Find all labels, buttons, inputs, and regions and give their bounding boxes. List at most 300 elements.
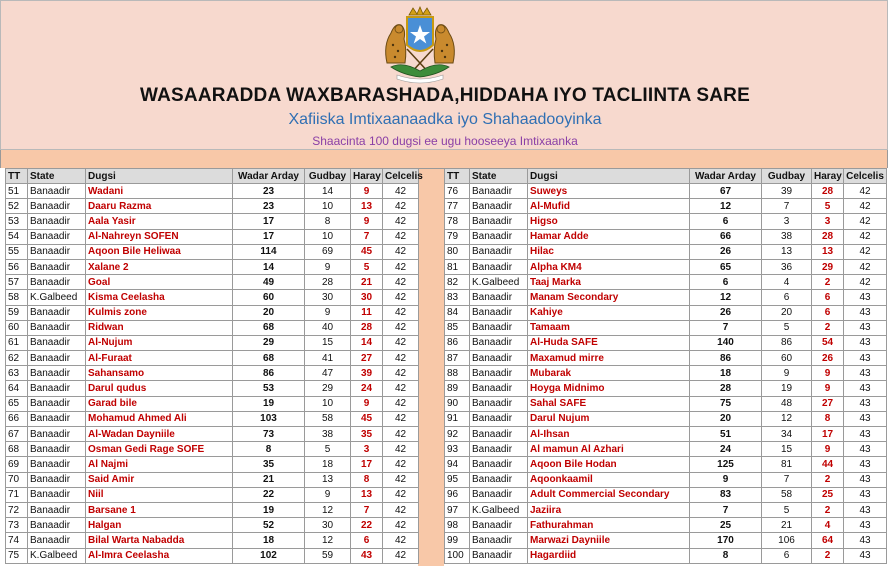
cell-haray: 6: [812, 290, 844, 305]
cell-state: Banaadir: [470, 335, 528, 350]
cell-gudbay: 13: [305, 472, 351, 487]
col-header-gudbay: Gudbay: [762, 169, 812, 184]
cell-wadar-arday: 23: [233, 199, 305, 214]
office-subtitle: Xafiiska Imtixaanaadka iyo Shahaadooyinka: [288, 111, 602, 128]
cell-celcelis: 42: [383, 305, 419, 320]
cell-celcelis: 42: [844, 184, 887, 199]
cell-celcelis: 42: [383, 381, 419, 396]
cell-tt: 65: [6, 396, 28, 411]
cell-celcelis: 42: [383, 351, 419, 366]
cell-wadar-arday: 6: [690, 275, 762, 290]
cell-wadar-arday: 140: [690, 335, 762, 350]
cell-wadar-arday: 68: [233, 320, 305, 335]
cell-state: Banaadir: [470, 351, 528, 366]
cell-dugsi: Ridwan: [86, 320, 233, 335]
cell-wadar-arday: 29: [233, 335, 305, 350]
cell-tt: 57: [6, 275, 28, 290]
table-row: [6, 442, 419, 457]
cell-celcelis: 43: [844, 366, 887, 381]
cell-tt: 68: [6, 442, 28, 457]
table-row: [445, 487, 887, 502]
table-row: [6, 533, 419, 548]
col-header-dugsi: Dugsi: [86, 169, 233, 184]
cell-dugsi: Niil: [86, 487, 233, 502]
table-row: [6, 199, 419, 214]
cell-haray: 29: [812, 259, 844, 274]
cell-state: Banaadir: [28, 214, 86, 229]
cell-tt: 95: [445, 472, 470, 487]
cell-tt: 72: [6, 502, 28, 517]
cell-gudbay: 5: [762, 502, 812, 517]
table-row: [6, 427, 419, 442]
cell-wadar-arday: 102: [233, 548, 305, 563]
cell-wadar-arday: 60: [233, 290, 305, 305]
table-row: [6, 457, 419, 472]
cell-tt: 70: [6, 472, 28, 487]
cell-dugsi: Darul qudus: [86, 381, 233, 396]
cell-haray: 14: [351, 335, 383, 350]
cell-state: K.Galbeed: [28, 290, 86, 305]
cell-celcelis: 42: [383, 229, 419, 244]
cell-celcelis: 42: [383, 411, 419, 426]
cell-haray: 11: [351, 305, 383, 320]
col-header-tt: TT: [6, 169, 28, 184]
table-row: [445, 199, 887, 214]
cell-state: Banaadir: [28, 472, 86, 487]
cell-tt: 96: [445, 487, 470, 502]
cell-wadar-arday: 20: [690, 411, 762, 426]
cell-gudbay: 6: [762, 290, 812, 305]
results-table-left: [5, 168, 423, 564]
cell-state: Banaadir: [28, 305, 86, 320]
table-row: [6, 396, 419, 411]
cell-celcelis: 43: [844, 335, 887, 350]
cell-dugsi: Aala Yasir: [86, 214, 233, 229]
cell-dugsi: Al-Imra Ceelasha: [86, 548, 233, 563]
cell-celcelis: 42: [383, 275, 419, 290]
cell-gudbay: 5: [305, 442, 351, 457]
cell-wadar-arday: 19: [233, 502, 305, 517]
table-row: [445, 259, 887, 274]
cell-gudbay: 40: [305, 320, 351, 335]
cell-dugsi: Al-Furaat: [86, 351, 233, 366]
cell-gudbay: 10: [305, 229, 351, 244]
cell-celcelis: 43: [844, 396, 887, 411]
cell-dugsi: Aqoon Bile Heliwaa: [86, 244, 233, 259]
cell-dugsi: Al mamun Al Azhari: [528, 442, 690, 457]
cell-haray: 13: [351, 487, 383, 502]
cell-haray: 17: [812, 427, 844, 442]
cell-state: Banaadir: [28, 396, 86, 411]
cell-state: Banaadir: [28, 442, 86, 457]
cell-gudbay: 3: [762, 214, 812, 229]
announcement-caption: Shaacinta 100 dugsi ee ugu hooseeya Imtixaanka: [312, 134, 578, 148]
cell-haray: 30: [351, 290, 383, 305]
cell-celcelis: 42: [383, 427, 419, 442]
cell-wadar-arday: 26: [690, 244, 762, 259]
cell-dugsi: Al-Huda SAFE: [528, 335, 690, 350]
table-row: [445, 396, 887, 411]
cell-dugsi: Daaru Razma: [86, 199, 233, 214]
cell-dugsi: Marwazi Dayniile: [528, 533, 690, 548]
cell-celcelis: 42: [844, 229, 887, 244]
cell-state: Banaadir: [28, 381, 86, 396]
cell-haray: 24: [351, 381, 383, 396]
cell-tt: 54: [6, 229, 28, 244]
cell-haray: 45: [351, 411, 383, 426]
cell-dugsi: Wadani: [86, 184, 233, 199]
cell-celcelis: 43: [844, 533, 887, 548]
cell-tt: 66: [6, 411, 28, 426]
cell-dugsi: Aqoonkaamil: [528, 472, 690, 487]
cell-celcelis: 42: [383, 533, 419, 548]
cell-tt: 60: [6, 320, 28, 335]
cell-dugsi: Kulmis zone: [86, 305, 233, 320]
cell-wadar-arday: 86: [233, 366, 305, 381]
cell-dugsi: Kahiye: [528, 305, 690, 320]
col-header-gudbay: Gudbay: [305, 169, 351, 184]
cell-wadar-arday: 49: [233, 275, 305, 290]
table-row: [6, 487, 419, 502]
cell-wadar-arday: 86: [690, 351, 762, 366]
cell-dugsi: Alpha KM4: [528, 259, 690, 274]
cell-haray: 17: [351, 457, 383, 472]
cell-celcelis: 42: [383, 457, 419, 472]
table-row: [6, 335, 419, 350]
cell-haray: 13: [812, 244, 844, 259]
table-row: [6, 305, 419, 320]
cell-gudbay: 12: [305, 533, 351, 548]
results-table-right: [444, 168, 887, 564]
coat-of-arms-icon: [373, 5, 467, 85]
cell-dugsi: Sahansamo: [86, 366, 233, 381]
cell-tt: 51: [6, 184, 28, 199]
cell-haray: 9: [351, 396, 383, 411]
cell-dugsi: Hilac: [528, 244, 690, 259]
cell-tt: 78: [445, 214, 470, 229]
table-row: [6, 214, 419, 229]
cell-haray: 43: [351, 548, 383, 563]
cell-tt: 59: [6, 305, 28, 320]
cell-haray: 9: [812, 381, 844, 396]
cell-haray: 28: [812, 184, 844, 199]
cell-tt: 89: [445, 381, 470, 396]
cell-gudbay: 86: [762, 335, 812, 350]
cell-state: Banaadir: [470, 259, 528, 274]
cell-gudbay: 69: [305, 244, 351, 259]
cell-celcelis: 42: [383, 396, 419, 411]
cell-state: Banaadir: [28, 351, 86, 366]
cell-wadar-arday: 28: [690, 381, 762, 396]
cell-tt: 91: [445, 411, 470, 426]
table-row: [445, 351, 887, 366]
cell-state: Banaadir: [28, 487, 86, 502]
cell-celcelis: 42: [383, 366, 419, 381]
cell-haray: 27: [812, 396, 844, 411]
cell-haray: 25: [812, 487, 844, 502]
cell-tt: 82: [445, 275, 470, 290]
cell-celcelis: 43: [844, 548, 887, 563]
cell-dugsi: Al-Mufid: [528, 199, 690, 214]
cell-gudbay: 34: [762, 427, 812, 442]
table-row: [445, 305, 887, 320]
cell-state: Banaadir: [470, 381, 528, 396]
cell-state: Banaadir: [470, 305, 528, 320]
cell-gudbay: 9: [305, 487, 351, 502]
cell-celcelis: 42: [844, 199, 887, 214]
cell-state: K.Galbeed: [470, 502, 528, 517]
cell-gudbay: 29: [305, 381, 351, 396]
cell-gudbay: 106: [762, 533, 812, 548]
cell-tt: 55: [6, 244, 28, 259]
cell-gudbay: 15: [762, 442, 812, 457]
table-row: [6, 411, 419, 426]
cell-dugsi: Said Amir: [86, 472, 233, 487]
cell-tt: 56: [6, 259, 28, 274]
cell-tt: 100: [445, 548, 470, 563]
cell-wadar-arday: 26: [690, 305, 762, 320]
cell-tt: 64: [6, 381, 28, 396]
cell-gudbay: 5: [762, 320, 812, 335]
cell-haray: 7: [351, 502, 383, 517]
cell-dugsi: Taaj Marka: [528, 275, 690, 290]
cell-wadar-arday: 83: [690, 487, 762, 502]
cell-state: K.Galbeed: [470, 275, 528, 290]
cell-tt: 79: [445, 229, 470, 244]
cell-haray: 26: [812, 351, 844, 366]
cell-gudbay: 60: [762, 351, 812, 366]
cell-state: Banaadir: [470, 184, 528, 199]
cell-wadar-arday: 18: [690, 366, 762, 381]
cell-dugsi: Mubarak: [528, 366, 690, 381]
cell-wadar-arday: 52: [233, 518, 305, 533]
cell-celcelis: 43: [844, 502, 887, 517]
cell-state: Banaadir: [28, 427, 86, 442]
cell-gudbay: 13: [762, 244, 812, 259]
cell-haray: 44: [812, 457, 844, 472]
cell-dugsi: Bilal Warta Nabadda: [86, 533, 233, 548]
cell-haray: 64: [812, 533, 844, 548]
cell-state: Banaadir: [28, 320, 86, 335]
table-row: [6, 259, 419, 274]
cell-celcelis: 42: [383, 244, 419, 259]
table-row: [6, 244, 419, 259]
cell-haray: 2: [812, 320, 844, 335]
cell-gudbay: 47: [305, 366, 351, 381]
cell-gudbay: 20: [762, 305, 812, 320]
cell-state: Banaadir: [470, 533, 528, 548]
cell-tt: 80: [445, 244, 470, 259]
cell-celcelis: 42: [383, 214, 419, 229]
cell-haray: 2: [812, 275, 844, 290]
cell-dugsi: Goal: [86, 275, 233, 290]
cell-state: Banaadir: [28, 335, 86, 350]
table-row: [445, 320, 887, 335]
cell-tt: 92: [445, 427, 470, 442]
cell-haray: 3: [351, 442, 383, 457]
cell-celcelis: 43: [844, 381, 887, 396]
cell-dugsi: Aqoon Bile Hodan: [528, 457, 690, 472]
cell-state: Banaadir: [470, 229, 528, 244]
cell-wadar-arday: 9: [690, 472, 762, 487]
cell-tt: 53: [6, 214, 28, 229]
cell-haray: 9: [351, 184, 383, 199]
cell-haray: 5: [812, 199, 844, 214]
cell-wadar-arday: 51: [690, 427, 762, 442]
cell-gudbay: 30: [305, 290, 351, 305]
cell-tt: 67: [6, 427, 28, 442]
cell-gudbay: 48: [762, 396, 812, 411]
cell-state: Banaadir: [470, 290, 528, 305]
cell-gudbay: 15: [305, 335, 351, 350]
cell-celcelis: 42: [383, 442, 419, 457]
cell-celcelis: 43: [844, 442, 887, 457]
cell-tt: 62: [6, 351, 28, 366]
table-row: [6, 518, 419, 533]
cell-state: Banaadir: [28, 229, 86, 244]
cell-haray: 22: [351, 518, 383, 533]
cell-state: Banaadir: [470, 472, 528, 487]
cell-gudbay: 7: [762, 472, 812, 487]
cell-state: Banaadir: [28, 366, 86, 381]
cell-celcelis: 42: [383, 472, 419, 487]
cell-wadar-arday: 12: [690, 290, 762, 305]
cell-dugsi: Sahal SAFE: [528, 396, 690, 411]
cell-tt: 81: [445, 259, 470, 274]
table-row: [6, 290, 419, 305]
table-gap: [418, 168, 444, 566]
cell-haray: 27: [351, 351, 383, 366]
table-row: [445, 335, 887, 350]
cell-tt: 73: [6, 518, 28, 533]
cell-state: Banaadir: [28, 244, 86, 259]
cell-gudbay: 38: [762, 229, 812, 244]
table-row: [6, 184, 419, 199]
table-row: [445, 502, 887, 517]
cell-haray: 2: [812, 472, 844, 487]
cell-gudbay: 12: [762, 411, 812, 426]
cell-celcelis: 43: [844, 518, 887, 533]
cell-haray: 35: [351, 427, 383, 442]
cell-celcelis: 42: [383, 335, 419, 350]
cell-gudbay: 9: [305, 259, 351, 274]
cell-dugsi: Al-Nujum: [86, 335, 233, 350]
cell-gudbay: 41: [305, 351, 351, 366]
cell-gudbay: 6: [762, 548, 812, 563]
cell-tt: 98: [445, 518, 470, 533]
cell-celcelis: 43: [844, 351, 887, 366]
cell-dugsi: Hoyga Midnimo: [528, 381, 690, 396]
cell-tt: 84: [445, 305, 470, 320]
table-row: [445, 184, 887, 199]
table-header-row: [445, 169, 887, 184]
cell-tt: 90: [445, 396, 470, 411]
cell-wadar-arday: 17: [233, 214, 305, 229]
cell-wadar-arday: 7: [690, 320, 762, 335]
cell-celcelis: 42: [844, 275, 887, 290]
table-row: [445, 366, 887, 381]
cell-state: Banaadir: [28, 259, 86, 274]
cell-gudbay: 10: [305, 396, 351, 411]
cell-state: Banaadir: [470, 548, 528, 563]
cell-gudbay: 12: [305, 502, 351, 517]
cell-haray: 6: [812, 305, 844, 320]
cell-tt: 74: [6, 533, 28, 548]
cell-gudbay: 59: [305, 548, 351, 563]
cell-state: Banaadir: [470, 518, 528, 533]
cell-tt: 77: [445, 199, 470, 214]
cell-haray: 45: [351, 244, 383, 259]
cell-tt: 52: [6, 199, 28, 214]
table-row: [445, 214, 887, 229]
cell-wadar-arday: 125: [690, 457, 762, 472]
cell-state: Banaadir: [470, 411, 528, 426]
cell-celcelis: 42: [383, 320, 419, 335]
cell-wadar-arday: 8: [690, 548, 762, 563]
cell-gudbay: 9: [305, 305, 351, 320]
cell-celcelis: 42: [844, 259, 887, 274]
cell-dugsi: Halgan: [86, 518, 233, 533]
cell-tt: 83: [445, 290, 470, 305]
cell-gudbay: 58: [305, 411, 351, 426]
col-header-celcelis: Celcelis: [844, 169, 887, 184]
cell-haray: 8: [812, 411, 844, 426]
cell-dugsi: Higso: [528, 214, 690, 229]
cell-dugsi: Adult Commercial Secondary: [528, 487, 690, 502]
cell-tt: 75: [6, 548, 28, 563]
cell-gudbay: 18: [305, 457, 351, 472]
cell-wadar-arday: 20: [233, 305, 305, 320]
cell-haray: 21: [351, 275, 383, 290]
col-header-state: State: [28, 169, 86, 184]
cell-dugsi: Jaziira: [528, 502, 690, 517]
cell-wadar-arday: 8: [233, 442, 305, 457]
cell-gudbay: 9: [762, 366, 812, 381]
cell-haray: 7: [351, 229, 383, 244]
cell-tt: 97: [445, 502, 470, 517]
cell-haray: 3: [812, 214, 844, 229]
cell-tt: 63: [6, 366, 28, 381]
cell-dugsi: Al Najmi: [86, 457, 233, 472]
cell-state: Banaadir: [470, 487, 528, 502]
cell-wadar-arday: 35: [233, 457, 305, 472]
cell-gudbay: 58: [762, 487, 812, 502]
table-row: [6, 472, 419, 487]
table-row: [6, 320, 419, 335]
cell-wadar-arday: 103: [233, 411, 305, 426]
table-row: [6, 275, 419, 290]
cell-state: Banaadir: [28, 275, 86, 290]
cell-tt: 71: [6, 487, 28, 502]
cell-celcelis: 42: [383, 548, 419, 563]
table-row: [6, 381, 419, 396]
cell-dugsi: Kisma Ceelasha: [86, 290, 233, 305]
cell-haray: 54: [812, 335, 844, 350]
cell-celcelis: 43: [844, 305, 887, 320]
cell-state: Banaadir: [28, 199, 86, 214]
cell-haray: 39: [351, 366, 383, 381]
cell-dugsi: Suweys: [528, 184, 690, 199]
table-row: [445, 533, 887, 548]
table-row: [445, 427, 887, 442]
cell-dugsi: Mohamud Ahmed Ali: [86, 411, 233, 426]
cell-wadar-arday: 19: [233, 396, 305, 411]
cell-celcelis: 42: [383, 487, 419, 502]
cell-celcelis: 42: [844, 244, 887, 259]
cell-dugsi: Al-Wadan Dayniile: [86, 427, 233, 442]
cell-gudbay: 81: [762, 457, 812, 472]
cell-wadar-arday: 6: [690, 214, 762, 229]
